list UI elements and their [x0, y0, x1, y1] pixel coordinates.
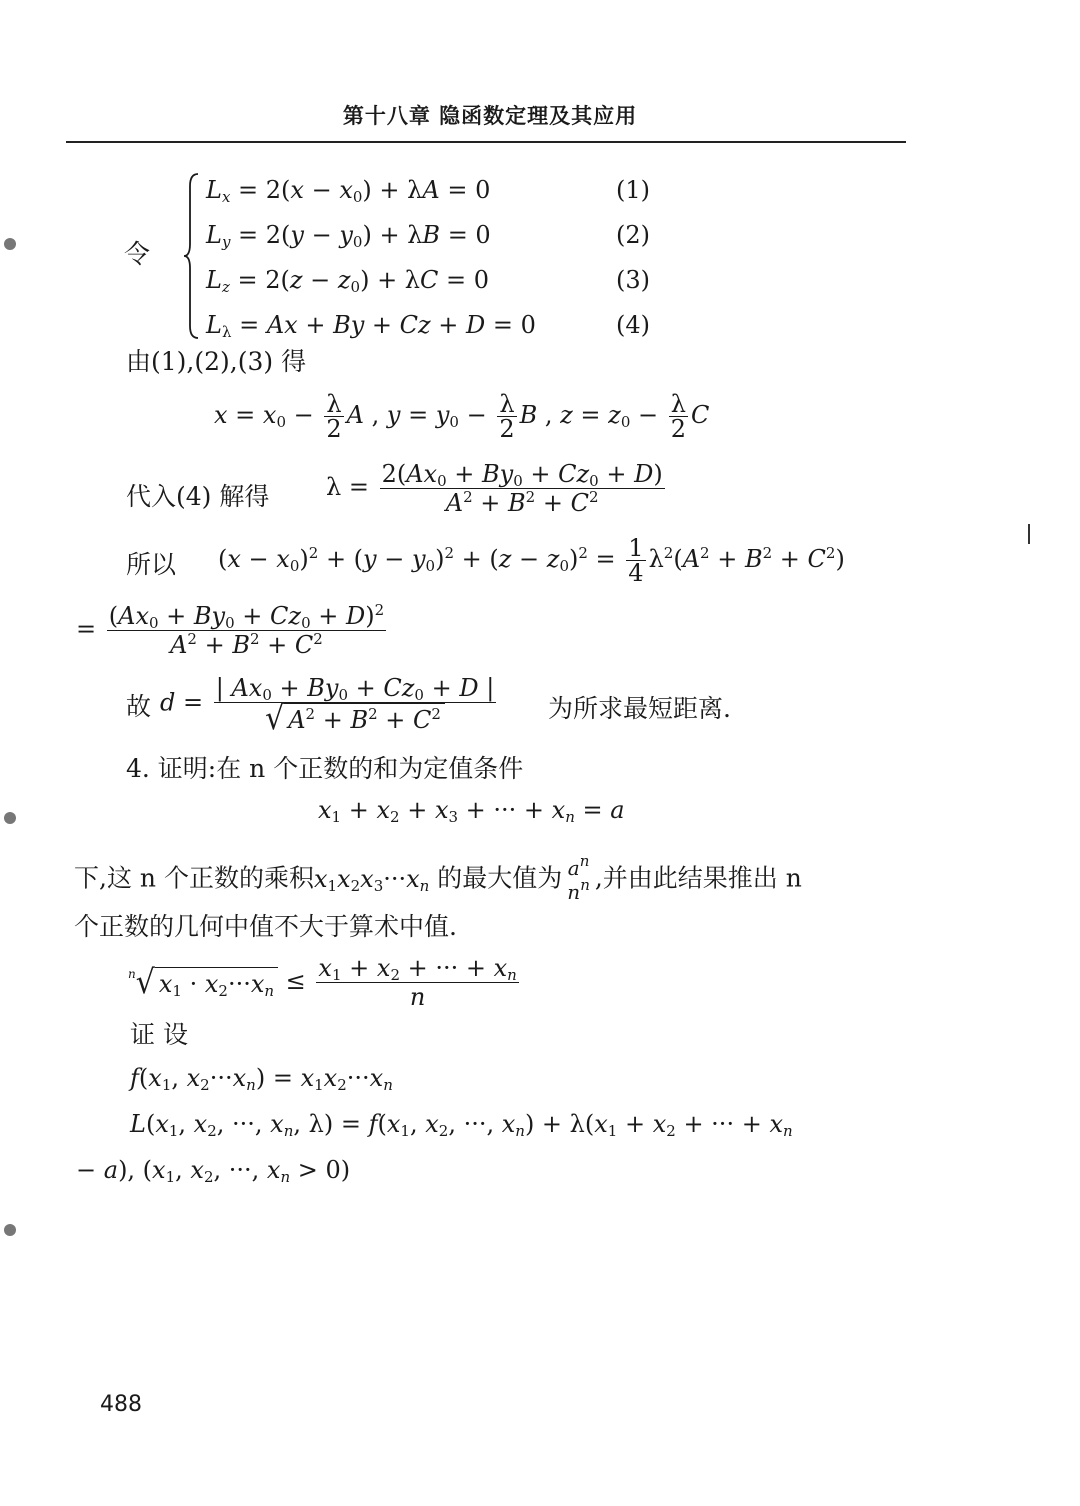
- therefore-text: 所以: [126, 550, 177, 579]
- equation-3: $L_z = 2(z - z_0) + \lambda C = 0$ (3): [206, 258, 666, 303]
- page-number: 488: [100, 1392, 142, 1417]
- distance-squared-result: = $\frac{(Ax_0 + By_0 + Cz_0 + D)^2}{A^2 + B^2 + C^2}$: [76, 601, 385, 659]
- equation-number: (3): [616, 266, 650, 294]
- left-brace: [182, 172, 202, 340]
- paragraph-line-2: 个正数的几何中值不大于算术中值.: [74, 912, 457, 941]
- margin-mark: [1028, 524, 1030, 544]
- substitute-text: 代入(4) 解得: [126, 482, 270, 511]
- equation-system: [206, 168, 666, 348]
- equation-1: $L_x = 2(x - x_0) + \lambda A = 0$ (1): [206, 168, 666, 213]
- hence-text: 故: [126, 692, 152, 721]
- sum-constraint-formula: $x_1 + x_2 + x_3$ + ··· + $x_n = a$: [318, 796, 625, 826]
- distance-formula: d = $\frac{| Ax_0 + By_0 + Cz_0 + D |}{√ A^2 + B^2 + C^2}$: [160, 674, 495, 738]
- running-header: 第十八章 隐函数定理及其应用: [342, 103, 638, 128]
- equation-2: $L_y = 2(y - y_0) + \lambda B = 0$ (2): [206, 213, 666, 258]
- from-equations-text: 由(1),(2),(3) 得: [126, 347, 307, 376]
- function-definition: $f(x_1$, $x_2\cdot\cdot\cdot x_n) = x_1x_2\cdot\cdot\cdot x_n$: [130, 1064, 393, 1094]
- proof-label: 证 设: [130, 1020, 188, 1049]
- equation-number: (4): [616, 311, 650, 339]
- paragraph-text: 下,这 n 个正数的乘积: [74, 863, 314, 893]
- lagrangian-line-1: $L(x_1$, $x_2$, ···, $x_n$, $\lambda) = f(x_1$, $x_2$, ···, $x_n) + \lambda(x_1 + x_2$ + ··· + $x_n$: [130, 1110, 793, 1140]
- lambda-formula: λ = $\frac{2(Ax_0 + By_0 + Cz_0 + D)}{A^2 + B^2 + C^2}$: [326, 460, 663, 517]
- binding-hole-mark: [4, 238, 16, 250]
- solution-formula: $x = x_0$ − $\frac{\lambda}{2}$ A , $y = y_0$ − $\frac{\lambda}{2}$ B , $z = z_0$ − $\frac{\lambda}{2}$ C: [214, 390, 710, 443]
- shortest-distance-text: 为所求最短距离.: [548, 694, 731, 723]
- equation-4: $L_\lambda = Ax + By + Cz + D = 0$ (4): [206, 303, 666, 348]
- binding-hole-mark: [4, 812, 16, 824]
- binding-hole-mark: [4, 1224, 16, 1236]
- equation-number: (1): [616, 176, 650, 204]
- paragraph-text: 的最大值为: [429, 863, 563, 893]
- am-gm-inequality: $^n$√ $x_1 \cdot x_2\cdot\cdot\cdot x_n$ ≤ $\frac{x_1 + x_2 + \cdot\cdot\cdot + x_n}{n}$: [128, 954, 517, 1011]
- lagrangian-line-2: − a), ($x_1$, $x_2$, ···, $x_n > 0$): [76, 1156, 351, 1186]
- equation-number: (2): [616, 221, 650, 249]
- paragraph-line-1: 下,这 n 个正数的乘积$x_1x_2x_3\cdot\cdot\cdot x_n$ 的最大值为 $a^n$ $n^n$ ,并由此结果推出 n: [74, 852, 802, 904]
- item-4-statement: 4. 证明:在 n 个正数的和为定值条件: [126, 754, 524, 783]
- header-rule: [66, 141, 906, 143]
- system-lead-text: 令: [124, 240, 151, 270]
- distance-squared-formula: $(x - x_0)^2 + (y - y_0)^2 + (z - z_0)^2$ = $\frac{1}{4}$ $\lambda^2(A^2 + B^2 + C^2)$: [218, 534, 845, 587]
- paragraph-text: ,并由此结果推出 n: [594, 863, 802, 893]
